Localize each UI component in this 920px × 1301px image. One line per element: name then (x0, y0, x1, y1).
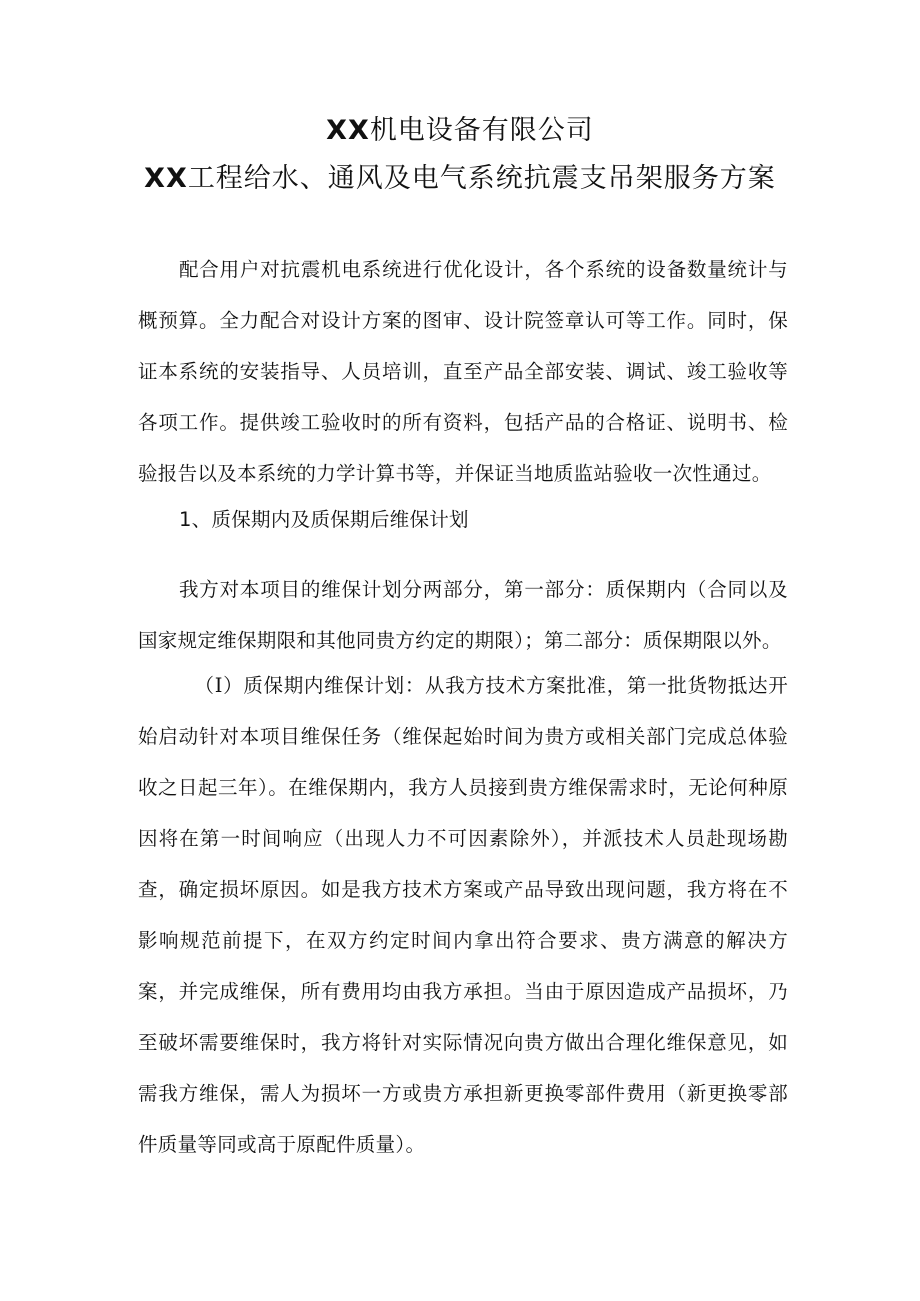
company-title (0, 108, 920, 154)
document-title (0, 156, 920, 202)
section-number: 1 (178, 508, 192, 531)
paragraph-warranty-period: （I）质保期内维保计划：从我方技术方案批准，第一批货物抵达开始启动针对本项目维保任务（维保起始时间为贵方或相关部门完成总体验收之日起三年）。在维保期内，我方人员接到贵方维保需求时，无论何种原因将在第一时间响应（出现人力不可因素除外），并派技术人员赴现场勘查，确定损坏原因。如是我方技术方案或产品导致出现问题，我方将在不影响规范前提下，在双方约定时间内拿出符合要求、贵方满意的解决方案，并完成维保，所有费用均由我方承担。当由于原因造成产品损坏，乃至破坏需要维保时，我方将针对实际情况向贵方做出合理化维保意见，如需我方维保，需人为损坏一方或贵方承担新更换零部件费用（新更换零部件质量等同或高于原配件质量）。 (138, 674, 788, 1156)
section-heading-text: 、质保期内及质保期后维保计划 (191, 508, 469, 531)
company-name: 机电设备有限公司 (369, 115, 594, 146)
section-heading-1 (138, 498, 788, 542)
paragraph-maintenance-plan: 我方对本项目的维保计划分两部分，第一部分：质保期内（合同以及国家规定维保期限和其他同贵方约定的期限）；第二部分：质保期限以外。 (138, 578, 788, 652)
paragraph-intro: 配合用户对抗震机电系统进行优化设计，各个系统的设备数量统计与概预算。全力配合对设计方案的图审、设计院签章认可等工作。同时，保证本系统的安装指导、人员培训，直至产品全部安装、调试、竣工验收等各项工作。提供竣工验收时的所有资料，包括产品的合格证、说明书、检验报告以及本系统的力学计算书等，并保证当地质监站验收一次性通过。 (138, 258, 788, 485)
title-prefix: XX (144, 163, 188, 194)
title-text: 工程给水、通风及电气系统抗震支吊架服务方案 (187, 163, 776, 194)
company-prefix: XX (326, 115, 370, 146)
